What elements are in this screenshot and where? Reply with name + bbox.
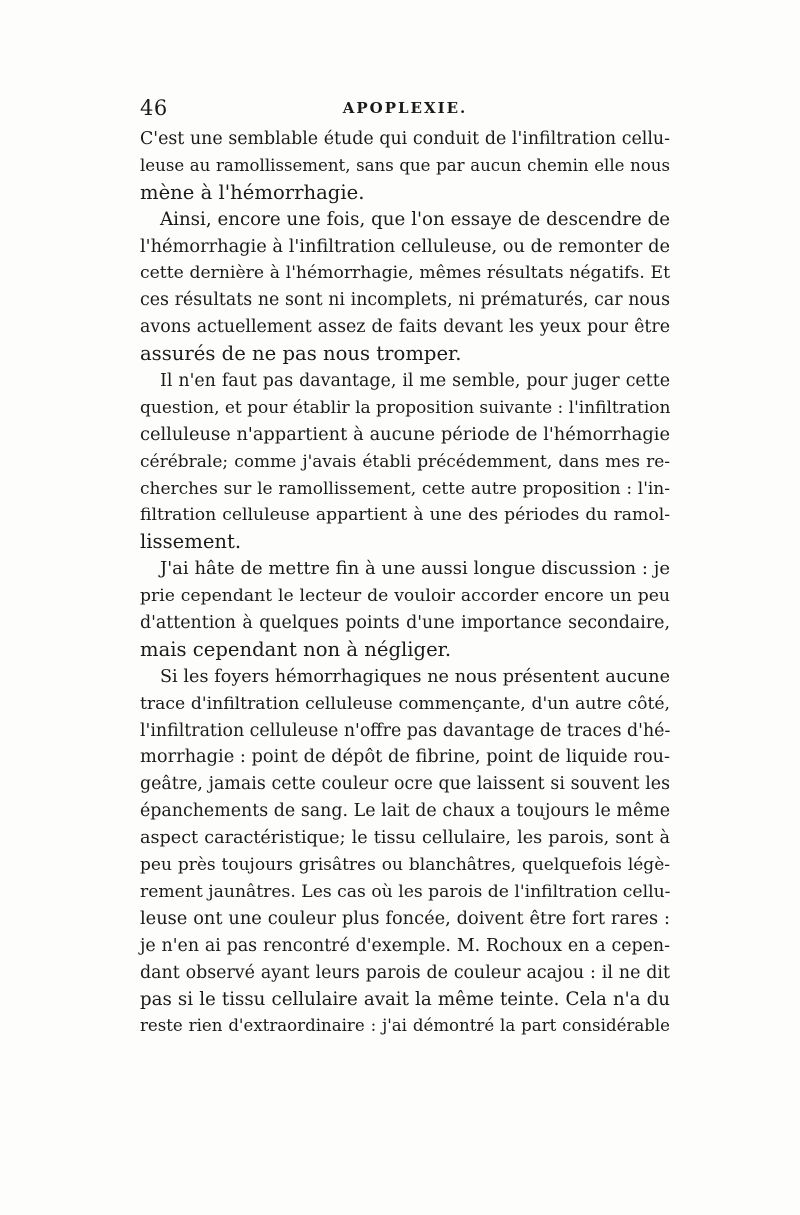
text-line: Ainsi, encore une fois, que l'on essaye de descendre de — [160, 208, 670, 230]
text-line: dant observé ayant leurs parois de couleur acajou : il ne dit — [140, 962, 670, 983]
paragraph — [140, 126, 670, 207]
text-line: filtration celluleuse appartient à une des périodes du ramol- — [140, 505, 670, 526]
text-line: l'hémorrhagie à l'infiltration celluleuse, ou de remonter de — [140, 235, 670, 257]
paragraph — [140, 207, 670, 368]
paragraph — [140, 664, 670, 1040]
text-line: morrhagie : point de dépôt de fibrine, point de liquide rou- — [140, 746, 670, 768]
text-line: prie cependant le lecteur de vouloir accorder encore un peu — [140, 586, 670, 607]
text-line: leuse ont une couleur plus foncée, doivent être fort rares : — [140, 907, 670, 929]
text-line: rement jaunâtres. Les cas où les parois de l'infiltration cellu- — [140, 881, 671, 902]
text-line: d'attention à quelques points d'une importance secondaire, — [140, 613, 670, 634]
running-title: APOPLEXIE. — [342, 99, 468, 117]
text-line: mène à l'hémorrhagie. — [140, 180, 365, 204]
text-line: Il n'en faut pas davantage, il me semble, pour juger cette — [160, 371, 670, 392]
paragraph — [140, 556, 670, 664]
text-line: reste rien d'extraordinaire : j'ai démontré la part considérable — [140, 1016, 670, 1036]
text-line: mais cependant non à négliger. — [140, 637, 452, 661]
text-line: aspect caractéristique; le tissu cellulaire, les parois, sont à — [140, 828, 670, 849]
paragraph — [140, 368, 670, 556]
text-line: lissement. — [140, 530, 242, 554]
page-number: 46 — [140, 96, 168, 120]
text-line: épanchements de sang. Le lait de chaux a toujours le même — [140, 801, 670, 822]
text-line: ces résultats ne sont ni incomplets, ni prématurés, car nous — [140, 290, 670, 311]
text-line: avons actuellement assez de faits devant les yeux pour être — [140, 317, 670, 338]
text-line: je n'en ai pas rencontré d'exemple. M. Rochoux en a cepen- — [140, 935, 670, 956]
text-line: leuse au ramollissement, sans que par aucun chemin elle nous — [140, 155, 670, 175]
text-line: peu près toujours grisâtres ou blanchâtres, quelquefois légè- — [140, 855, 670, 876]
text-line: pas si le tissu cellulaire avait la même teinte. Cela n'a du — [140, 988, 670, 1010]
text-line: cette dernière à l'hémorrhagie, mêmes résultats négatifs. Et — [140, 263, 670, 284]
text-line: celluleuse n'appartient à aucune période de l'hémorrhagie — [140, 423, 670, 445]
text-line: l'infiltration celluleuse n'offre pas davantage de traces d'hé- — [140, 720, 671, 741]
text-line: cérébrale; comme j'avais établi précédemment, dans mes re- — [140, 451, 670, 472]
text-line: question, et pour établir la proposition suivante : l'infiltration — [140, 397, 671, 418]
text-line: C'est une semblable étude qui conduit de l'infiltration cellu- — [140, 129, 670, 149]
text-line: Si les foyers hémorrhagiques ne nous présentent aucune — [160, 666, 670, 687]
text-line: geâtre, jamais cette couleur ocre que laissent si souvent les — [140, 774, 670, 795]
running-header — [140, 96, 670, 122]
text-line: assurés de ne pas nous tromper. — [140, 342, 462, 366]
text-line: J'ai hâte de mettre fin à une aussi longue discussion : je — [160, 558, 670, 580]
text-line: cherches sur le ramollissement, cette autre proposition : l'in- — [140, 478, 670, 499]
text-line: trace d'infiltration celluleuse commençante, d'un autre côté, — [140, 693, 670, 714]
body-text — [140, 126, 670, 1040]
